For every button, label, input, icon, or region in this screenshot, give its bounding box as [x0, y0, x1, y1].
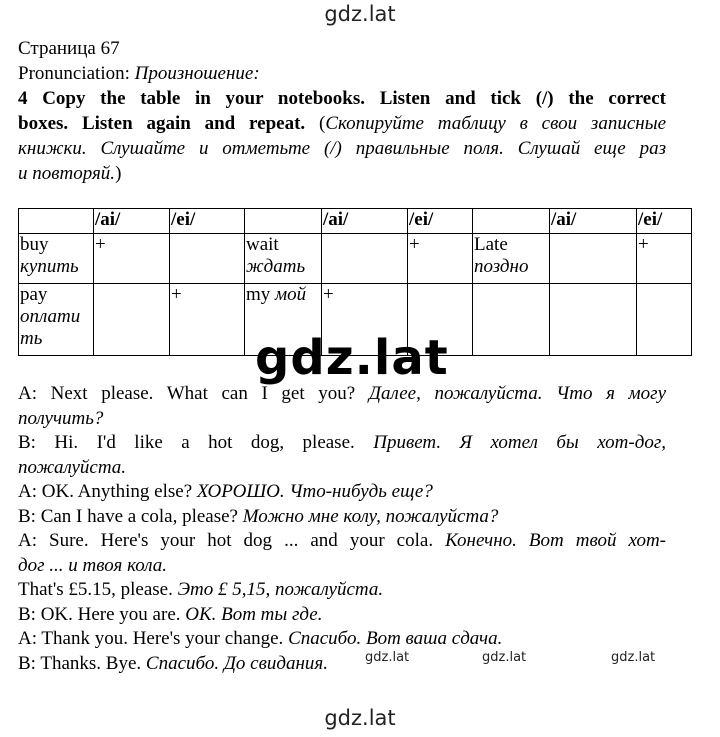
dialogue-ru: Привет. Я хотел бы хот-дог, [373, 432, 666, 453]
dialogue-line [18, 480, 666, 505]
task-line-1: 4 Copy the table in your notebooks. Listen and tick (/) the correct [18, 88, 666, 109]
task-line-4 [18, 161, 666, 186]
dialogue-ru: ХОРОШО. Что-нибудь еще? [196, 481, 433, 502]
dialogue-ru: ОК. Вот ты где. [185, 603, 323, 625]
table-header-cell: /ai/ [322, 209, 408, 234]
dialogue-ru: дог ... и твоя кола. [18, 554, 168, 576]
word-en: wait [246, 234, 279, 255]
word-en: buy [20, 234, 49, 255]
table-header-cell [19, 209, 94, 234]
task-line-2-ru: Скопируйте таблицу в свои записные [325, 113, 666, 134]
table-cell-mark: + [170, 284, 245, 356]
table-cell-word [245, 234, 322, 284]
table-cell-word [473, 234, 550, 284]
table-cell-mark: + [637, 234, 692, 284]
table-header-cell [473, 209, 550, 234]
page-number: Страница 67 [18, 38, 120, 59]
task-line-2-bold: boxes. Listen again and repeat. [18, 113, 306, 134]
dialogue-line [18, 529, 666, 554]
watermark-small: gdz.lat [365, 650, 410, 665]
table-cell-mark [550, 234, 637, 284]
section-title-ru: Произношение: [134, 63, 260, 84]
word-ru: купить [20, 256, 79, 277]
table-row [19, 234, 692, 284]
dialogue-ru: получить? [18, 407, 104, 429]
task-paren-open: ( [318, 113, 326, 134]
page-header [18, 36, 666, 186]
dialogue-line [18, 431, 666, 456]
table-header-cell: /ei/ [637, 209, 692, 234]
dialogue-line [18, 603, 666, 628]
table-header-cell: /ei/ [408, 209, 473, 234]
table-header-row [19, 209, 692, 234]
dialogue-en: A: Thank you. Here's your change. [18, 628, 284, 649]
task-line-4-ru: и повторяй. [18, 163, 116, 184]
section-title [18, 61, 666, 86]
watermark-small: gdz.lat [611, 650, 656, 665]
dialogue-ru: Можно мне колу, пожалуйста? [242, 505, 499, 527]
table-cell-mark [170, 234, 245, 284]
table-cell-mark [637, 284, 692, 356]
word-en: Late [474, 234, 508, 255]
watermark-center: gdz.lat [255, 330, 449, 386]
dialogue-line [18, 505, 666, 530]
word-ru: мой [275, 284, 307, 305]
word-ru: оплати [20, 306, 81, 327]
dialogue-en: A: Next please. What can I get you? [18, 383, 356, 404]
dialogue-line [18, 456, 666, 481]
table-header-cell: /ai/ [550, 209, 637, 234]
dialogue-en: A: OK. Anything else? [18, 481, 193, 502]
dialogue-ru: Конечно. Вот твой хот- [445, 530, 667, 551]
dialogue-ru: Спасибо. Вот ваша сдача. [288, 628, 503, 649]
table-header-cell [245, 209, 322, 234]
section-title-en: Pronunciation: [18, 63, 130, 84]
dialogue-en: B: Can I have a cola, please? [18, 505, 238, 527]
task-line-3: книжки. Слушайте и отметьте (/) правильные поля. Слушай еще раз [18, 138, 666, 159]
dialogue-line [18, 407, 666, 432]
dialogue-line [18, 382, 666, 407]
dialogue-en: That's £5.15, please. [18, 579, 173, 600]
watermark-small: gdz.lat [482, 650, 527, 665]
watermark-bottom: gdz.lat [324, 706, 396, 730]
table-cell-word [19, 234, 94, 284]
dialogue-en: A: Sure. Here's your hot dog ... and your cola. [18, 530, 434, 551]
table-cell-mark: + [408, 234, 473, 284]
dialogue-en: B: OK. Here you are. [18, 603, 181, 625]
table-cell-word [19, 284, 94, 356]
table-cell-mark: + [322, 284, 408, 356]
word-en: my [246, 284, 271, 305]
dialogue-line [18, 578, 666, 603]
dialogue-line [18, 652, 666, 677]
dialogue-ru: пожалуйста. [18, 456, 127, 478]
word-ru: поздно [474, 256, 529, 277]
dialogue-ru: Далее, пожалуйста. Что я могу [368, 383, 667, 404]
word-ru: ждать [246, 256, 306, 277]
dialogue-en: B: Thanks. Bye. [18, 652, 142, 674]
dialogue-ru: Это £ 5,15, пожалуйста. [177, 579, 384, 600]
dialogue-ru: Спасибо. До свидания. [145, 652, 328, 674]
table-header-cell: /ai/ [94, 209, 170, 234]
dialogue-line [18, 554, 666, 579]
task-paren-close: ) [115, 163, 122, 184]
word-ru: ть [20, 328, 43, 349]
table-header-cell: /ei/ [170, 209, 245, 234]
table-cell-mark [322, 234, 408, 284]
word-en: pay [20, 284, 48, 305]
table-cell-mark: + [94, 234, 170, 284]
dialogue-line [18, 627, 666, 652]
watermark-top: gdz.lat [324, 2, 396, 26]
dialogue-en: B: Hi. I'd like a hot dog, please. [18, 432, 355, 453]
dialogue [18, 382, 666, 676]
table-cell-mark [550, 284, 637, 356]
task-line-2 [18, 111, 666, 136]
table-cell-word [473, 284, 550, 356]
table-cell-mark [94, 284, 170, 356]
